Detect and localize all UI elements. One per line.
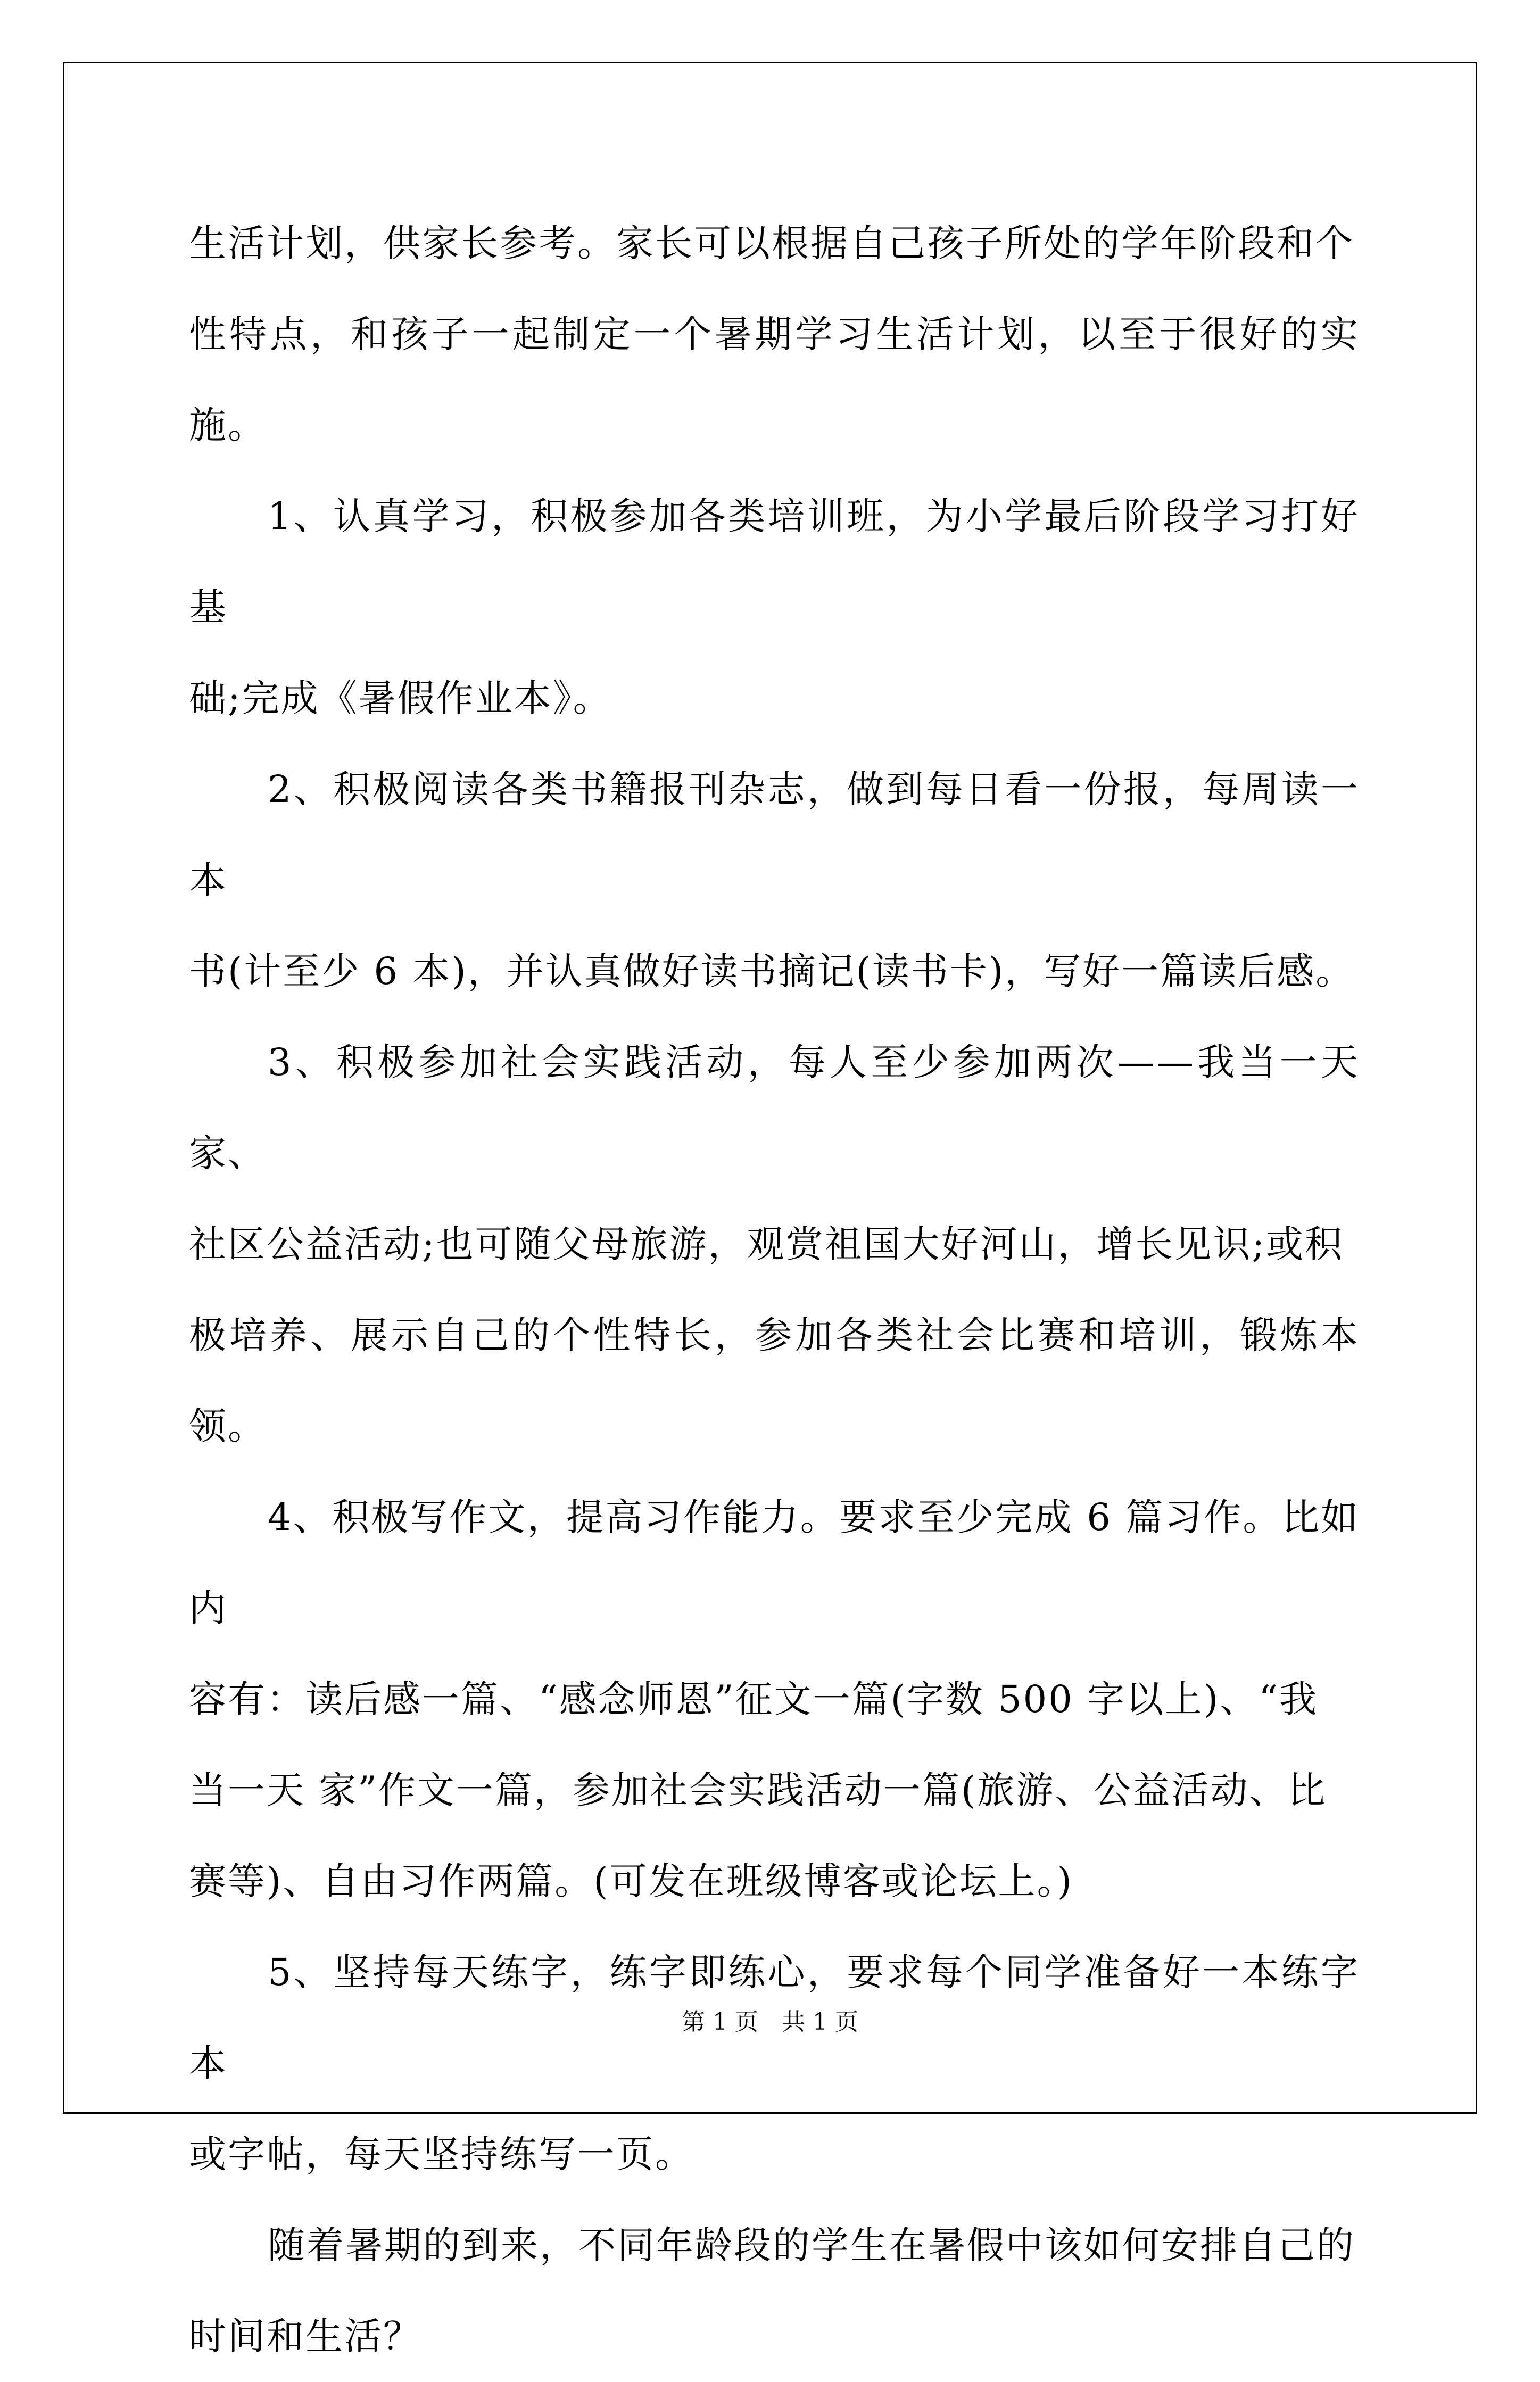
- text-line: 或字帖，每天坚持练写一页。: [189, 2132, 694, 2176]
- page-footer: 第 1 页 共 1 页: [682, 2008, 858, 2036]
- text-line: 时间和生活？: [189, 2314, 422, 2358]
- text-line: 性特点，和孩子一起制定一个暑期学习生活计划，以至于很好的实施。: [189, 312, 1360, 447]
- paragraph-intro-continued: [189, 198, 1360, 471]
- text-line: 赛等)、自由习作两篇。(可发在班级博客或论坛上。): [189, 1859, 1073, 1903]
- text-line: 4、积极写作文，提高习作能力。要求至少完成 6 篇习作。比如内: [189, 1495, 1360, 1630]
- text-line: 社区公益活动;也可随父母旅游，观赏祖国大好河山，增长见识;或积: [189, 1222, 1344, 1266]
- paragraph-item-5: [189, 1927, 1360, 2200]
- paragraph-closing: [189, 2200, 1360, 2382]
- text-line: 2、积极阅读各类书籍报刊杂志，做到每日看一份报，每周读一本: [189, 767, 1360, 902]
- text-line: 3、积极参加社会实践活动，每人至少参加两次——我当一天家、: [189, 1040, 1360, 1175]
- text-line: 容有：读后感一篇、“感念师恩”征文一篇(字数 500 字以上)、“我: [189, 1677, 1319, 1721]
- paragraph-item-3: [189, 1017, 1360, 1472]
- text-line: 书(计至少 6 本)，并认真做好读书摘记(读书卡)，写好一篇读后感。: [189, 949, 1355, 993]
- text-line: 极培养、展示自己的个性特长，参加各类社会比赛和培训，锻炼本领。: [189, 1313, 1360, 1448]
- text-line: 1、认真学习，积极参加各类培训班，为小学最后阶段学习打好基: [189, 494, 1360, 629]
- text-line: 5、坚持每天练字，练字即练心，要求每个同学准备好一本练字本: [189, 1950, 1360, 2085]
- paragraph-item-2: [189, 744, 1360, 1017]
- paragraph-item-4: [189, 1472, 1360, 1927]
- text-line: 生活计划，供家长参考。家长可以根据自己孩子所处的学年阶段和个: [189, 221, 1354, 265]
- text-line: 础;完成《暑假作业本》。: [189, 676, 612, 720]
- text-line: 当一天 家”作文一篇，参加社会实践活动一篇(旅游、公益活动、比: [189, 1768, 1327, 1812]
- paragraph-item-1: [189, 471, 1360, 744]
- document-body: [189, 198, 1360, 2382]
- text-line: 随着暑期的到来，不同年龄段的学生在暑假中该如何安排自己的: [268, 2223, 1355, 2267]
